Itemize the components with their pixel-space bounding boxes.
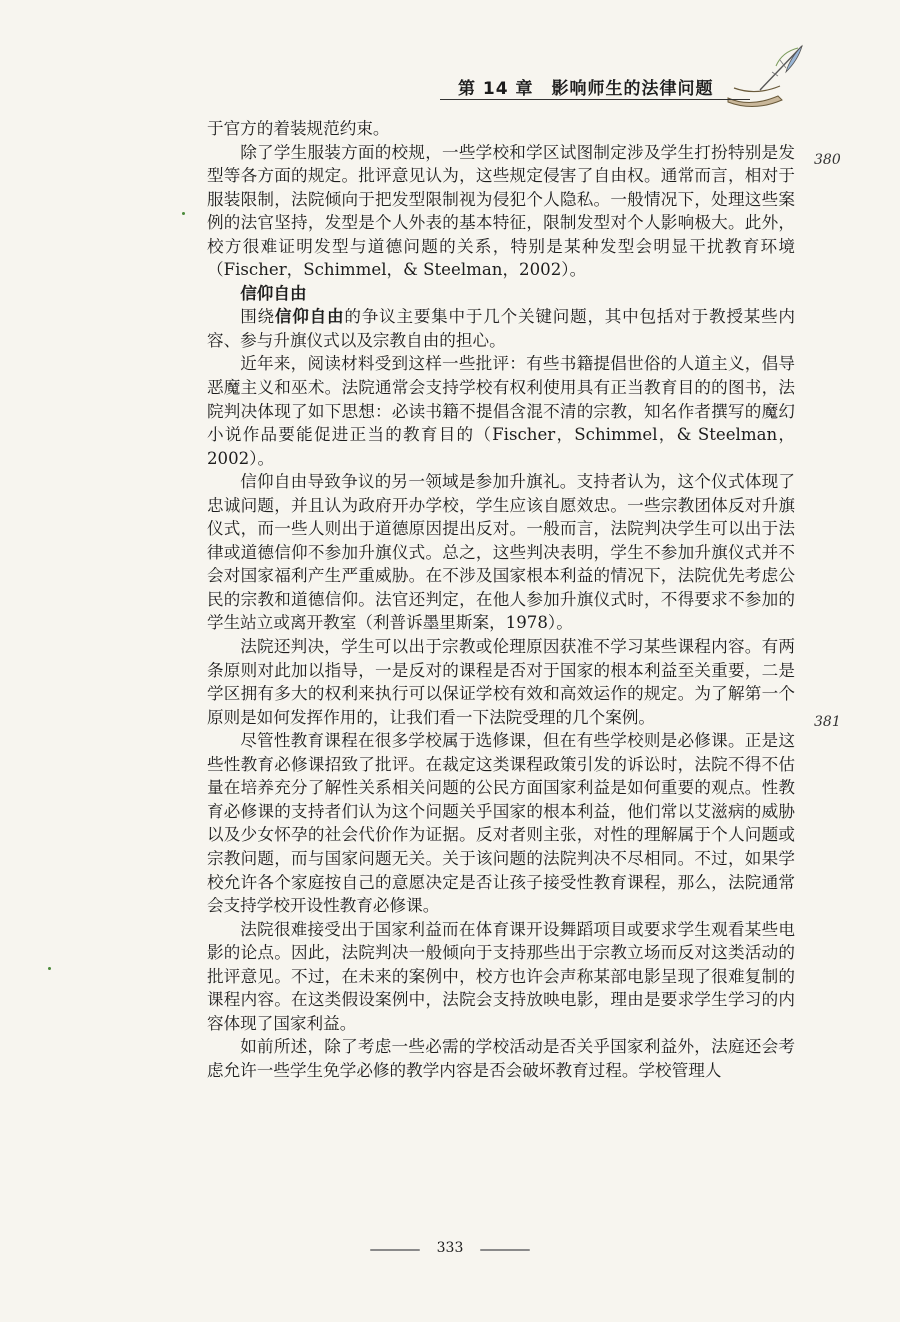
- paragraph-3-pre: 围绕: [240, 307, 275, 327]
- paragraph-1: 于官方的着装规范约束。: [207, 119, 390, 138]
- paragraph-4: 近年来，阅读材料受到这样一些批评：有些书籍提倡世俗的人道主义，倡导恶魔主义和巫术。法院通常会支持学校有权利使用具有正当教育目的的图书，法院判决体现了如下思想：必读书籍不提倡含混不清的宗教，知名作者撰写的魔幻小说作品要能促进正当的教育目的（Fischer，Schimmel，& Steelman，2002）。: [207, 354, 795, 468]
- print-speck: [48, 967, 51, 970]
- paragraph-7: 尽管性教育课程在很多学校属于选修课，但在有些学校则是必修课。正是这些性教育必修课招致了批评。在裁定这类课程政策引发的诉讼时，法院不得不估量在培养充分了解性关系相关问题的公民方面国家利益是如何重要的观点。性教育必修课的支持者们认为这个问题关乎国家的根本利益，他们常以艾滋病的威胁以及少女怀孕的社会代价作为证据。反对者则主张，对性的理解属于个人问题或宗教问题，而与国家问题无关。关于该问题的法院判决不尽相同。不过，如果学校允许各个家庭按自己的意愿决定是否让孩子接受性教育课程，那么，法院通常会支持学校开设性教育必修课。: [207, 731, 795, 916]
- running-header: [430, 74, 720, 100]
- paragraph-6: 法院还判决，学生可以出于宗教或伦理原因获准不学习某些课程内容。有两条原则对此加以指导，一是反对的课程是否对于国家的根本利益至关重要，二是学区拥有多大的权利来执行可以保证学校有效和高效运作的规定。为了解第一个原则是如何发挥作用的，让我们看一下法院受理的几个案例。: [207, 637, 795, 727]
- term-bold: 信仰自由: [274, 307, 345, 327]
- section-heading: 信仰自由: [240, 283, 307, 303]
- page-number: 333: [436, 1240, 464, 1256]
- print-speck: [182, 212, 185, 215]
- paragraph-9: 如前所述，除了考虑一些必需的学校活动是否关乎国家利益外，法庭还会考虑允许一些学生免学必修的教学内容是否会破坏教育过程。学校管理人: [207, 1037, 795, 1080]
- margin-page-ref-381: 381: [814, 714, 841, 730]
- paragraph-3: [207, 305, 795, 352]
- paragraph-8: 法院很难接受出于国家利益而在体育课开设舞蹈项目或要求学生观看某些电影的论点。因此，法院判决一般倾向于支持那些出于宗教立场而反对这类活动的批评意见。不过，在未来的案例中，校方也许会声称某部电影呈现了很难复制的课程内容。在这类假设案例中，法院会支持放映电影，理由是要求学生学习的内容体现了国家利益。: [207, 919, 795, 1033]
- header-rule: [440, 99, 750, 100]
- paragraph-2: 除了学生服装方面的校规，一些学校和学区试图制定涉及学生打扮特别是发型等各方面的规定。批评意见认为，这些规定侵害了自由权。通常而言，相对于服装限制，法院倾向于把发型限制视为侵犯个人隐私。一般情况下，处理这些案例的法官坚持，发型是个人外表的基本特征，限制发型对个人影响极大。此外，校方很难证明发型与道德问题的关系，特别是某种发型会明显干扰教育环境（Fischer，Schimmel，& Steelman，2002）。: [207, 142, 795, 280]
- paragraph-3-post: 的争议主要集中于几个关键问题，其中包括对于教授某些内容、参与升旗仪式以及宗教自由的担心。: [207, 307, 796, 350]
- chapter-title: 影响师生的法律问题: [551, 79, 714, 99]
- page-footer: [370, 1240, 530, 1260]
- margin-page-ref-380: 380: [814, 152, 841, 168]
- footer-ornament-right: [480, 1249, 530, 1251]
- footer-ornament-left: [370, 1249, 420, 1251]
- paragraph-5: 信仰自由导致争议的另一领域是参加升旗礼。支持者认为，这个仪式体现了忠诚问题，并且认为政府开办学校，学生应该自愿效忠。一些宗教团体反对升旗仪式，而一些人则出于道德原因提出反对。一般而言，法院判决学生可以出于法律或道德信仰不参加升旗仪式。总之，这些判决表明，学生不参加升旗仪式并不会对国家福利产生严重威胁。在不涉及国家根本利益的情况下，法院优先考虑公民的宗教和道德信仰。法官还判定，在他人参加升旗仪式时，不得要求不参加的学生站立或离开教室（利普诉墨里斯案，1978）。: [207, 472, 795, 633]
- chapter-number: 第 14 章: [458, 79, 534, 99]
- page-body: [207, 117, 795, 1082]
